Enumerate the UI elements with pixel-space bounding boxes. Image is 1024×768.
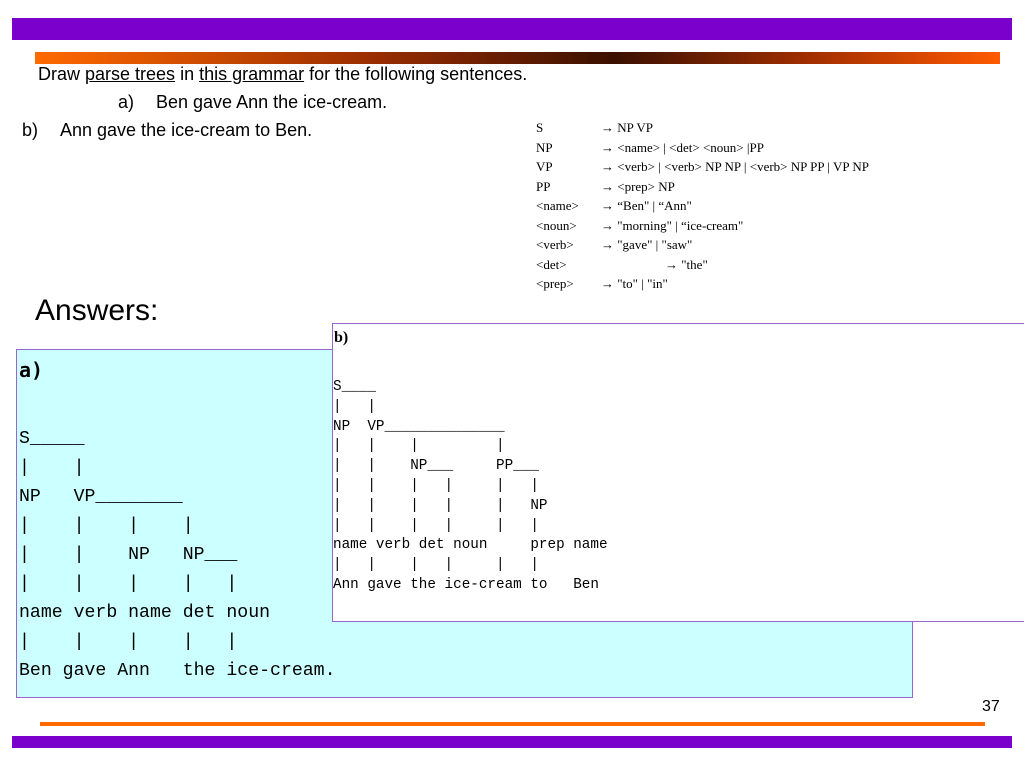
top-orange-gradient-bar xyxy=(35,52,1000,64)
instruction-line xyxy=(38,64,527,85)
parse-trees-link[interactable]: parse trees xyxy=(85,64,176,84)
rule-lhs: <prep> xyxy=(536,276,574,291)
bottom-orange-line xyxy=(40,722,985,726)
instruction-suffix: for the following sentences. xyxy=(304,64,528,84)
bottom-purple-bar xyxy=(12,736,1012,748)
item-text: Ben gave Ann the ice-cream. xyxy=(156,92,388,112)
rule-lhs: <det> xyxy=(536,256,567,272)
rule-lhs: <name> xyxy=(536,198,579,213)
instruction-prefix: Draw xyxy=(38,64,86,84)
instruction-mid: in xyxy=(175,64,200,84)
rule-lhs: PP xyxy=(536,178,551,194)
rule-lhs: S xyxy=(536,120,544,135)
rule-rhs: → “Ben" | “Ann" xyxy=(601,198,692,213)
page-number: 37 xyxy=(982,698,1000,715)
rule-rhs: → NP VP xyxy=(601,120,654,135)
answer-b-label: b) xyxy=(334,329,349,346)
rule-rhs: → "morning" | “ice-cream" xyxy=(601,217,744,233)
rule-rhs: → "to" | "in" xyxy=(601,276,668,291)
rule-rhs: → <name> | <det> <noun> |PP xyxy=(601,139,764,155)
rule-lhs: <verb> xyxy=(536,237,574,252)
item-text: Ann gave the ice-cream to Ben. xyxy=(60,120,313,140)
answer-b-panel xyxy=(332,323,1024,622)
top-purple-bar xyxy=(12,18,1012,40)
rule-rhs: → <prep> NP xyxy=(601,178,675,194)
sentence-item-b xyxy=(22,120,312,141)
parse-tree-b: S____ | | NP VP______________ | | | | | | NP___ PP___ | | | | | | | | | | | NP | | | | | | name verb det noun prep name | | | | | | Ann gave the ice-cream to Ben xyxy=(333,379,608,593)
parse-tree-a: S_____ | | NP VP________ | | | | | | NP NP___ | | | | | name verb name det noun | | | | | Ben gave Ann the ice-cream. xyxy=(19,429,336,681)
rule-lhs: VP xyxy=(536,159,553,174)
answer-a-label: a) xyxy=(19,358,44,382)
rule-rhs: → <verb> | <verb> NP NP | <verb> NP PP | VP NP xyxy=(601,159,869,174)
item-label: a) xyxy=(118,92,135,112)
rule-lhs: NP xyxy=(536,139,553,155)
rule-lhs: <noun> xyxy=(536,217,577,233)
item-label: b) xyxy=(22,120,39,140)
sentence-item-a xyxy=(118,92,387,113)
rule-rhs: → "the" xyxy=(665,256,708,272)
this-grammar-link[interactable]: this grammar xyxy=(199,64,305,84)
rule-rhs: → "gave" | "saw" xyxy=(601,237,693,252)
answers-heading: Answers: xyxy=(35,294,159,327)
